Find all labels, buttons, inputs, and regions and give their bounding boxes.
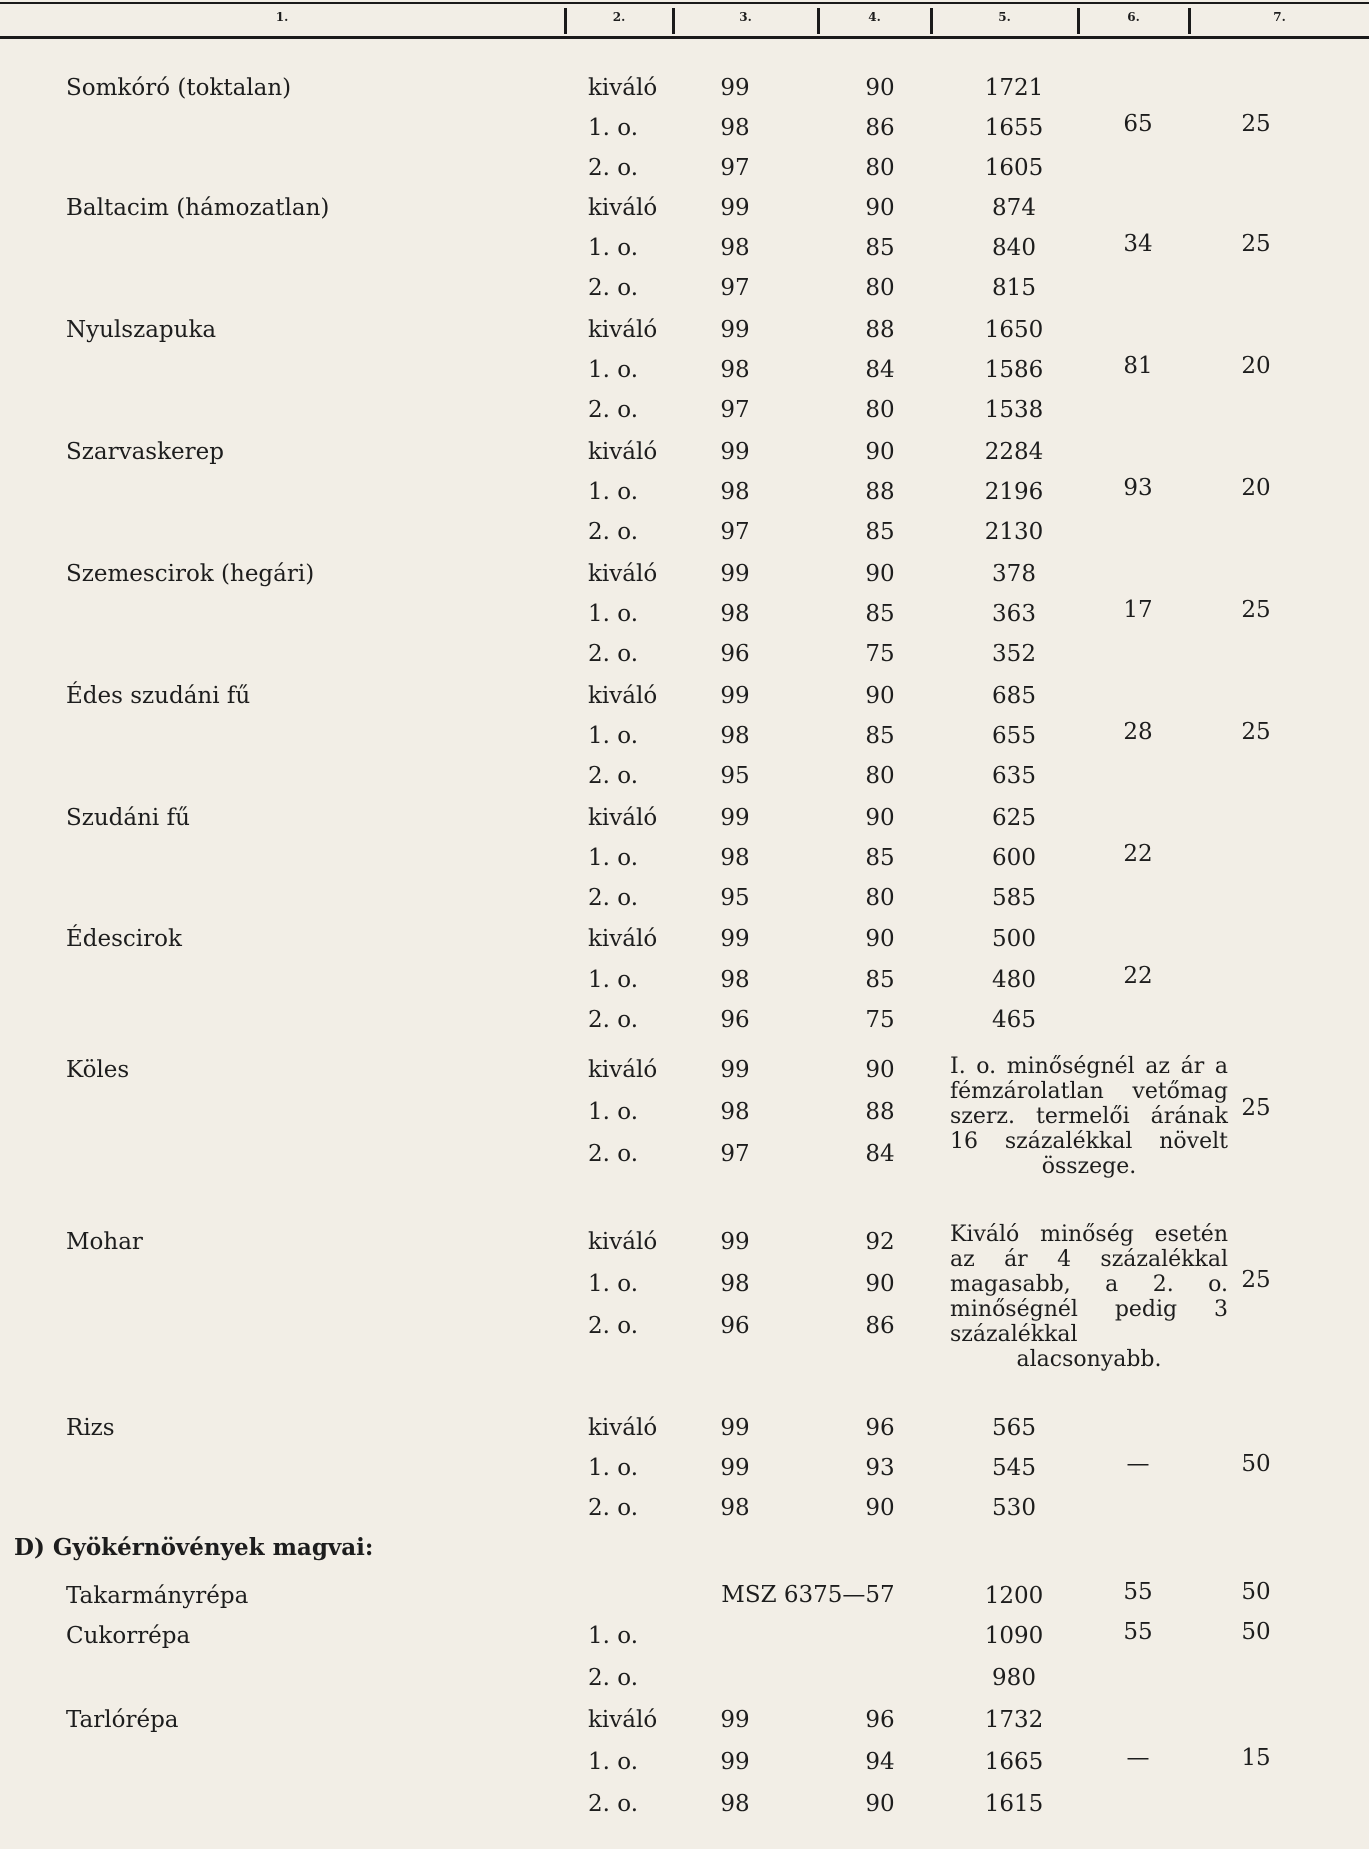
purity-value: 98 — [720, 1099, 750, 1125]
purity-value: 97 — [720, 397, 750, 423]
price-value: 378 — [992, 561, 1036, 587]
header-top-rule — [0, 2, 1369, 4]
column-header: 1. — [275, 10, 289, 24]
purity-value: 98 — [720, 235, 750, 261]
quality-grade: 2. o. — [588, 155, 639, 181]
quality-grade: kiváló — [588, 805, 658, 831]
plant-name: Szemescirok (hegári) — [66, 561, 315, 587]
germination-value: 86 — [865, 1313, 895, 1339]
plant-name: Tarlórépa — [66, 1707, 179, 1733]
price-value: 352 — [992, 641, 1036, 667]
quality-grade: 1. o. — [588, 1271, 639, 1297]
quality-grade: 2. o. — [588, 641, 639, 667]
quality-grade: 1. o. — [588, 723, 639, 749]
quality-grade: 2. o. — [588, 1141, 639, 1167]
germination-value: 75 — [865, 1007, 895, 1033]
column-7-value: 50 — [1241, 1579, 1271, 1605]
quality-grade: 1. o. — [588, 967, 639, 993]
column-6-value: 55 — [1123, 1579, 1153, 1605]
section-heading: D) Gyökérnövények magvai: — [14, 1534, 374, 1561]
price-value: 363 — [992, 601, 1036, 627]
price-value: 585 — [992, 885, 1036, 911]
note-mohar: Kiváló minőség esetén az ár 4 százalékkal magasabb, a 2. o. minőségnél pedig 3 százalékkal alacsonyabb. — [950, 1222, 1228, 1372]
quality-grade: 1. o. — [588, 1455, 639, 1481]
quality-grade: 2. o. — [588, 763, 639, 789]
column-6-value: 55 — [1123, 1619, 1153, 1645]
quality-grade: 2. o. — [588, 275, 639, 301]
quality-grade: kiváló — [588, 1057, 658, 1083]
column-7-value: 15 — [1241, 1745, 1271, 1771]
purity-value: 99 — [720, 1707, 750, 1733]
column-7-value: 20 — [1241, 475, 1271, 501]
germination-value: 88 — [865, 317, 895, 343]
quality-grade: 1. o. — [588, 357, 639, 383]
germination-value: 90 — [865, 561, 895, 587]
column-header: 2. — [612, 10, 626, 24]
germination-value: 84 — [865, 1141, 895, 1167]
quality-grade: kiváló — [588, 926, 658, 952]
purity-value: 96 — [720, 1007, 750, 1033]
price-value: 530 — [992, 1495, 1036, 1521]
germination-value: 85 — [865, 845, 895, 871]
column-6-value: 34 — [1123, 231, 1153, 257]
plant-name: Cukorrépa — [66, 1623, 191, 1649]
germination-value: 88 — [865, 1099, 895, 1125]
price-value: 874 — [992, 195, 1036, 221]
germination-value: 92 — [865, 1229, 895, 1255]
quality-grade: 2. o. — [588, 397, 639, 423]
price-value: 655 — [992, 723, 1036, 749]
quality-grade: kiváló — [588, 439, 658, 465]
purity-value: 97 — [720, 155, 750, 181]
purity-value: 99 — [720, 1749, 750, 1775]
germination-value: 90 — [865, 683, 895, 709]
price-value: 2196 — [984, 479, 1044, 505]
germination-value: 93 — [865, 1455, 895, 1481]
purity-value: 99 — [720, 561, 750, 587]
germination-value: 80 — [865, 155, 895, 181]
plant-name: Édes szudáni fű — [66, 683, 251, 709]
plant-name: Baltacim (hámozatlan) — [66, 195, 330, 221]
header-bottom-rule — [0, 36, 1369, 39]
price-value: 1655 — [984, 115, 1044, 141]
quality-grade: kiváló — [588, 561, 658, 587]
purity-value: 99 — [720, 439, 750, 465]
purity-value: 97 — [720, 275, 750, 301]
germination-value: 75 — [865, 641, 895, 667]
germination-value: 84 — [865, 357, 895, 383]
plant-name: Édescirok — [66, 926, 182, 952]
column-6-value: 93 — [1123, 475, 1153, 501]
column-header: 6. — [1127, 10, 1140, 24]
quality-grade: 1. o. — [588, 479, 639, 505]
germination-value: 90 — [865, 1791, 895, 1817]
quality-grade: 1. o. — [588, 845, 639, 871]
price-value: 1586 — [984, 357, 1044, 383]
germination-value: 96 — [865, 1707, 895, 1733]
column-6-value: 81 — [1123, 353, 1153, 379]
quality-grade: kiváló — [588, 1229, 658, 1255]
germination-value: 90 — [865, 1057, 895, 1083]
quality-grade: kiváló — [588, 683, 658, 709]
plant-name: Somkóró (toktalan) — [66, 75, 292, 101]
column-6-value: 22 — [1123, 963, 1153, 989]
purity-value: 95 — [720, 885, 750, 911]
germination-value: 90 — [865, 439, 895, 465]
column-6-value: 28 — [1123, 719, 1153, 745]
purity-value: 98 — [720, 1271, 750, 1297]
price-value: 815 — [992, 275, 1036, 301]
germination-value: 88 — [865, 479, 895, 505]
quality-grade: kiváló — [588, 317, 658, 343]
price-value: 685 — [992, 683, 1036, 709]
column-header: 4. — [868, 10, 881, 24]
purity-value: 99 — [720, 1455, 750, 1481]
plant-name: Nyulszapuka — [66, 317, 217, 343]
price-value: 1665 — [984, 1749, 1044, 1775]
purity-value: 98 — [720, 845, 750, 871]
quality-grade: 2. o. — [588, 1313, 639, 1339]
purity-value: 99 — [720, 1229, 750, 1255]
price-value: 500 — [992, 926, 1036, 952]
price-value: 840 — [992, 235, 1036, 261]
purity-value: 99 — [720, 805, 750, 831]
germination-value: 80 — [865, 885, 895, 911]
price-value: 1721 — [984, 75, 1044, 101]
germination-value: 90 — [865, 805, 895, 831]
germination-value: 80 — [865, 275, 895, 301]
germination-value: 85 — [865, 967, 895, 993]
quality-grade: kiváló — [588, 1707, 658, 1733]
quality-grade: 2. o. — [588, 1665, 639, 1691]
germination-value: 90 — [865, 195, 895, 221]
column-7-value: 20 — [1241, 353, 1271, 379]
column-7-value: 25 — [1241, 231, 1271, 257]
purity-value: 99 — [720, 683, 750, 709]
price-value: 1200 — [984, 1583, 1044, 1609]
price-value: 980 — [992, 1665, 1036, 1691]
quality-grade: 2. o. — [588, 1791, 639, 1817]
price-value: 1605 — [984, 155, 1044, 181]
price-value: 2284 — [984, 439, 1044, 465]
price-value: 1732 — [984, 1707, 1044, 1733]
column-7-value: 25 — [1241, 111, 1271, 137]
purity-value: 97 — [720, 519, 750, 545]
quality-grade: kiváló — [588, 195, 658, 221]
purity-value: 99 — [720, 75, 750, 101]
purity-value: 98 — [720, 1495, 750, 1521]
germination-value: 85 — [865, 723, 895, 749]
purity-value: 99 — [720, 195, 750, 221]
germination-value: 90 — [865, 1271, 895, 1297]
price-value: 1615 — [984, 1791, 1044, 1817]
column-7-value: 25 — [1241, 719, 1271, 745]
quality-grade: 1. o. — [588, 601, 639, 627]
column-6-value: 22 — [1123, 841, 1153, 867]
price-value: 635 — [992, 763, 1036, 789]
purity-value: 98 — [720, 115, 750, 141]
plant-name: Szudáni fű — [66, 805, 190, 831]
quality-grade: 2. o. — [588, 1495, 639, 1521]
purity-value: 98 — [720, 601, 750, 627]
quality-grade: 1. o. — [588, 1623, 639, 1649]
plant-name: Szarvaskerep — [66, 439, 224, 465]
purity-value: 98 — [720, 479, 750, 505]
quality-grade: 1. o. — [588, 115, 639, 141]
price-value: 545 — [992, 1455, 1036, 1481]
price-value: 1090 — [984, 1623, 1044, 1649]
purity-value: 96 — [720, 1313, 750, 1339]
purity-value: 99 — [720, 317, 750, 343]
germination-value: 85 — [865, 235, 895, 261]
column-6-value: 17 — [1123, 597, 1153, 623]
column-6-value: — — [1126, 1451, 1150, 1477]
column-6-value: — — [1126, 1745, 1150, 1771]
germination-value: 80 — [865, 763, 895, 789]
purity-value: 99 — [720, 1057, 750, 1083]
column-6-value: 65 — [1123, 111, 1153, 137]
price-value: 2130 — [984, 519, 1044, 545]
column-header: 5. — [998, 10, 1011, 24]
quality-grade: 2. o. — [588, 1007, 639, 1033]
purity-value: 98 — [720, 723, 750, 749]
germination-value: 80 — [865, 397, 895, 423]
germination-value: 86 — [865, 115, 895, 141]
purity-value: 99 — [720, 1415, 750, 1441]
price-value: 565 — [992, 1415, 1036, 1441]
germination-value: 85 — [865, 601, 895, 627]
germination-value: 90 — [865, 75, 895, 101]
quality-grade: 1. o. — [588, 1099, 639, 1125]
germination-value: 85 — [865, 519, 895, 545]
germination-value: 90 — [865, 926, 895, 952]
standard-reference: MSZ 6375—57 — [721, 1582, 895, 1608]
price-value: 465 — [992, 1007, 1036, 1033]
germination-value: 96 — [865, 1415, 895, 1441]
quality-grade: 2. o. — [588, 885, 639, 911]
quality-grade: 1. o. — [588, 235, 639, 261]
column-header: 3. — [739, 10, 752, 24]
germination-value: 90 — [865, 1495, 895, 1521]
price-value: 1538 — [984, 397, 1044, 423]
column-7-value: 50 — [1241, 1619, 1271, 1645]
price-value: 600 — [992, 845, 1036, 871]
column-7-value: 50 — [1241, 1451, 1271, 1477]
quality-grade: 2. o. — [588, 519, 639, 545]
quality-grade: kiváló — [588, 1415, 658, 1441]
plant-name: Takarmányrépa — [66, 1583, 249, 1609]
germination-value: 94 — [865, 1749, 895, 1775]
plant-name: Rizs — [66, 1415, 115, 1441]
note-koles: I. o. minőségnél az ár a fémzárolatlan vetőmag szerz. termelői árának 16 százalékkal növelt összege. — [950, 1054, 1228, 1179]
purity-value: 99 — [720, 926, 750, 952]
purity-value: 97 — [720, 1141, 750, 1167]
quality-grade: kiváló — [588, 75, 658, 101]
column-7-value: 25 — [1241, 1267, 1271, 1293]
price-value: 480 — [992, 967, 1036, 993]
column-7-value: 25 — [1241, 1095, 1271, 1121]
purity-value: 96 — [720, 641, 750, 667]
purity-value: 98 — [720, 357, 750, 383]
price-value: 1650 — [984, 317, 1044, 343]
purity-value: 95 — [720, 763, 750, 789]
column-7-value: 25 — [1241, 597, 1271, 623]
column-header: 7. — [1273, 10, 1286, 24]
plant-name: Köles — [66, 1057, 130, 1083]
price-value: 625 — [992, 805, 1036, 831]
purity-value: 98 — [720, 967, 750, 993]
plant-name: Mohar — [66, 1229, 143, 1255]
quality-grade: 1. o. — [588, 1749, 639, 1775]
purity-value: 98 — [720, 1791, 750, 1817]
